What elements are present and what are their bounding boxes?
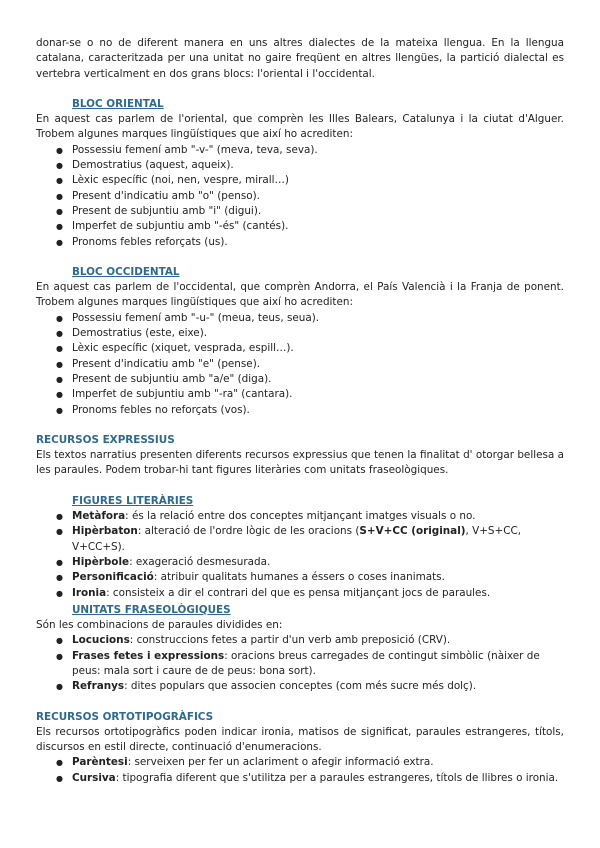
list-item: ● Hipèrbaton: alteració de l'ordre lògic de les oracions (S+V+CC (original), V+S+CC, V+CC+S). [36, 524, 564, 555]
list-item: ● Possessiu femení amb "-u-" (meua, teus, seua). [36, 311, 564, 326]
heading-bloc-occidental: BLOC OCCIDENTAL [72, 265, 180, 278]
term: Frases fetes i expressions [72, 649, 225, 662]
term: Cursiva [72, 771, 116, 784]
term: Refranys [72, 680, 125, 693]
list-item: ● Possessiu femení amb "-v-" (meva, teva, seva). [36, 143, 564, 158]
intro-paragraph: donar-se o no de diferent manera en uns altres dialectes de la mateixa llengua. En la llengua catalana, caracteritzada per una unitat no gaire freqüent en altres llengües, la partició dialectal es vertebra verticalment en dos grans blocs: l'oriental i l'occidental. [36, 37, 564, 80]
ortotipografics-intro: Els recursos ortotipogràfics poden indicar ironia, matisos de significat, paraules estrangeres, títols, discursos en estil directe, continuació d'enumeracions. [36, 725, 564, 754]
unitats-intro: Són les combinacions de paraules dividides en: [36, 619, 283, 632]
term: Parèntesi [72, 756, 128, 769]
list-item: ● Imperfet de subjuntiu amb "-és" (cantés). [36, 219, 564, 234]
expressius-intro: Els textos narratius presenten diferents recursos expressius que tenen la finalitat d' otorgar bellesa a les paraules. Podem trobar-hi tant figures literàries com unitats fraseològiques. [36, 449, 564, 477]
term: Hipèrbaton [72, 525, 138, 538]
term: Personificació [72, 571, 154, 584]
list-item: ● Present d'indicatiu amb "e" (pense). [36, 357, 564, 372]
occidental-list [36, 311, 564, 418]
list-item: ● Hipèrbole: exageració desmesurada. [36, 555, 564, 570]
list-item: ● Present de subjuntiu amb "a/e" (diga). [36, 372, 564, 387]
list-item: ● Pronoms febles no reforçats (vos). [36, 403, 564, 418]
oriental-list [36, 143, 564, 250]
list-item: ● Demostratius (este, eixe). [36, 326, 564, 341]
list-item: ● Locucions: construccions fetes a partir d'un verb amb preposició (CRV). [36, 633, 564, 648]
list-item: ● Demostratius (aquest, aqueix). [36, 158, 564, 173]
list-item: ● Frases fetes i expressions: oracions breus carregades de contingut simbòlic (nàixer de peus: mala sort i caure de de peus: bona sort). [36, 649, 564, 680]
term: Metàfora [72, 510, 126, 523]
document-page [36, 36, 564, 786]
unitats-list [36, 633, 564, 694]
list-item: ● Parèntesi: serveixen per fer un aclariment o afegir informació extra. [36, 755, 564, 770]
heading-figures-literaries: FIGURES LITERÀRIES [72, 494, 194, 507]
ortotipografics-list [36, 755, 564, 786]
heading-unitats-fraseologiques: UNITATS FRASEOLÒGIQUES [72, 603, 231, 616]
heading-bloc-oriental: BLOC ORIENTAL [72, 97, 164, 110]
heading-recursos-expressius: RECURSOS EXPRESSIUS [36, 433, 175, 446]
list-item: ● Imperfet de subjuntiu amb "-ra" (cantara). [36, 387, 564, 402]
figures-list [36, 509, 564, 601]
term: Locucions [72, 634, 130, 647]
list-item: ● Metàfora: és la relació entre dos conceptes mitjançant imatges visuals o no. [36, 509, 564, 524]
list-item: ● Present d'indicatiu amb "o" (penso). [36, 189, 564, 204]
list-item: ● Lèxic específic (xiquet, vesprada, espill…). [36, 341, 564, 356]
term: Hipèrbole [72, 555, 130, 568]
list-item: ● Cursiva: tipografia diferent que s'utilitza per a paraules estrangeres, títols de llibres o ironia. [36, 771, 564, 786]
list-item: ● Lèxic específic (noi, nen, vespre, mirall…) [36, 173, 564, 188]
oriental-intro: En aquest cas parlem de l'oriental, que comprèn les Illes Balears, Catalunya i la ciutat d'Alguer. Trobem algunes marques lingüístiques que així ho acrediten: [36, 113, 564, 141]
list-item: ● Refranys: dites populars que associen conceptes (com més sucre més dolç). [36, 679, 564, 694]
list-item: ● Ironia: consisteix a dir el contrari del que es pensa mitjançant jocs de paraules. [36, 586, 564, 601]
list-item: ● Pronoms febles reforçats (us). [36, 235, 564, 250]
list-item: ● Personificació: atribuir qualitats humanes a éssers o coses inanimats. [36, 570, 564, 585]
occidental-intro: En aquest cas parlem de l'occidental, que comprèn Andorra, el País Valencià i la Franja de ponent. Trobem algunes marques lingüístiques que així ho acrediten: [36, 281, 564, 309]
heading-recursos-ortotipografics: RECURSOS ORTOTIPOGRÀFICS [36, 710, 214, 723]
term: Ironia [72, 586, 107, 599]
list-item: ● Present de subjuntiu amb "i" (digui). [36, 204, 564, 219]
